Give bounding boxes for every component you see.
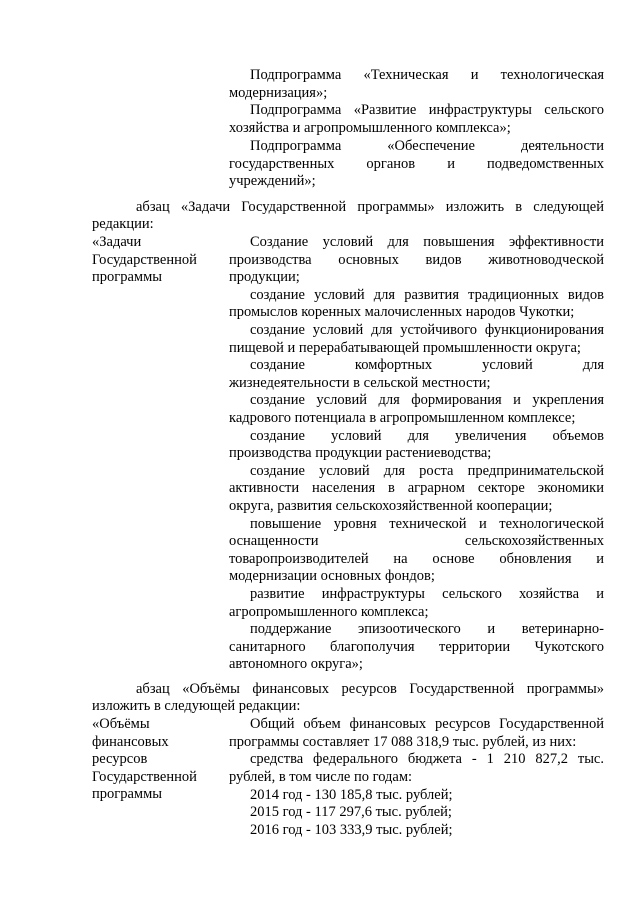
task-line: пищевой и перерабатывающей промышленности округа;: [229, 340, 581, 356]
task-line: создание условий для роста предпринимательской: [250, 463, 604, 479]
task-line: создание условий для увеличения объемов: [250, 428, 604, 444]
finance-line: 2016 год - 103 333,9 тыс. рублей;: [250, 822, 453, 838]
finance-intro-line: абзац «Объёмы финансовых ресурсов Государственной программы»: [136, 681, 604, 697]
task-line: производства основных видов животноводческой: [229, 252, 604, 268]
finance-label-line: ресурсов: [92, 751, 148, 768]
subprogram-line: учреждений»;: [229, 173, 316, 189]
finance-label-line: Государственной: [92, 768, 197, 785]
task-line: модернизации основных фондов;: [229, 568, 435, 584]
task-line: кадрового потенциала в агропромышленном комплексе;: [229, 410, 576, 426]
task-line: санитарного благополучия территории Чукотского: [229, 639, 604, 655]
task-line: развитие инфраструктуры сельского хозяйства и: [250, 586, 604, 602]
subprogram-line: Подпрограмма «Обеспечение деятельности: [250, 138, 604, 154]
finance-line: 2014 год - 130 185,8 тыс. рублей;: [250, 787, 453, 803]
subprogram-line: модернизация»;: [229, 85, 328, 101]
task-line: активности населения в аграрном секторе экономики: [229, 480, 604, 496]
task-line: поддержание эпизоотического и ветеринарно-: [250, 621, 604, 637]
task-line: округа, развития сельскохозяйственной кооперации;: [229, 498, 553, 514]
task-line: создание условий для формирования и укрепления: [250, 392, 604, 408]
subprogram-line: Подпрограмма «Развитие инфраструктуры сельского: [250, 102, 604, 118]
tasks-intro-line: абзац «Задачи Государственной программы» изложить в следующей: [136, 199, 604, 215]
subprogram-line: Подпрограмма «Техническая и технологическая: [250, 67, 604, 83]
tasks-label-line: «Задачи: [92, 234, 142, 250]
task-line: оснащенности сельскохозяйственных: [229, 533, 604, 549]
task-line: Создание условий для повышения эффективности: [250, 234, 604, 250]
tasks-label-line: программы: [92, 269, 162, 286]
finance-label-line: «Объёмы: [92, 716, 150, 732]
subprogram-line: государственных органов и подведомственных: [229, 156, 604, 172]
task-line: автономного округа»;: [229, 656, 363, 672]
tasks-label-line: Государственной: [92, 251, 197, 268]
task-line: агропромышленного комплекса;: [229, 604, 429, 620]
task-line: повышение уровня технической и технологической: [250, 516, 604, 532]
finance-line: программы составляет 17 088 318,9 тыс. рублей, из них:: [229, 734, 577, 750]
task-line: производства продукции растениеводства;: [229, 445, 492, 461]
task-line: создание условий для развития традиционных видов: [250, 287, 604, 303]
finance-line: Общий объем финансовых ресурсов Государственной: [250, 716, 604, 732]
finance-label-line: финансовых: [92, 733, 169, 750]
task-line: создание условий для устойчивого функционирования: [250, 322, 604, 338]
finance-label-line: программы: [92, 786, 162, 803]
tasks-intro-line: редакции:: [92, 216, 154, 232]
task-line: товаропроизводителей на основе обновления и: [229, 551, 604, 567]
task-line: создание комфортных условий для: [250, 357, 604, 373]
task-line: жизнедеятельности в сельской местности;: [229, 375, 491, 391]
subprogram-line: хозяйства и агропромышленного комплекса»;: [229, 120, 511, 136]
finance-line: рублей, в том числе по годам:: [229, 769, 413, 785]
finance-line: средства федерального бюджета - 1 210 827,2 тыс.: [250, 751, 604, 767]
task-line: промыслов коренных малочисленных народов Чукотки;: [229, 304, 575, 320]
finance-line: 2015 год - 117 297,6 тыс. рублей;: [250, 804, 452, 820]
finance-intro-line: изложить в следующей редакции:: [92, 698, 301, 714]
task-line: продукции;: [229, 269, 300, 285]
